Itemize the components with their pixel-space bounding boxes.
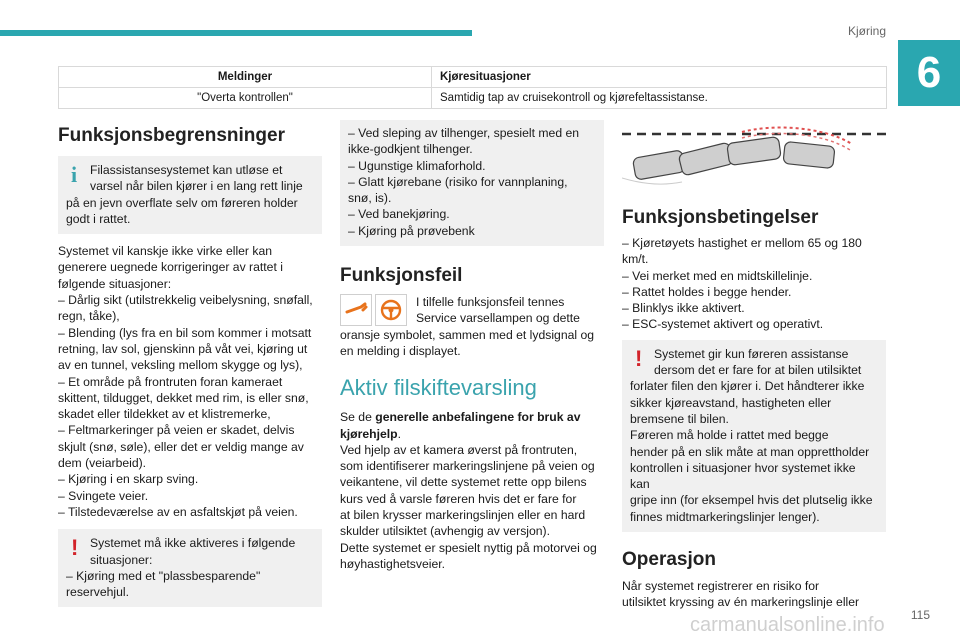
- text-line: – Dårlig sikt (utilstrekkelig veibelysning, snøfall,: [58, 293, 313, 308]
- chapter-tab: 6: [898, 40, 960, 106]
- text-line: – Ved sleping av tilhenger, spesielt med en: [348, 126, 580, 140]
- text-line: Når systemet registrerer en risiko for: [622, 579, 820, 594]
- text-line: skadet eller tildekket av et klistremerke,: [58, 407, 271, 422]
- wrench-icon: [340, 294, 372, 326]
- text-line: bremsene til bilen.: [630, 411, 729, 426]
- table-header: Kjøresituasjoner: [432, 67, 887, 88]
- column-right: [622, 120, 886, 611]
- text-line: – Kjøring i en skarp sving.: [58, 472, 199, 487]
- page-number: 115: [910, 608, 930, 622]
- warning-icon: !: [71, 535, 79, 561]
- text-line: sikker kjøreavstand, hastigheten eller: [630, 395, 832, 410]
- text-line: hender på en slik måte at man opprettholder: [630, 444, 870, 459]
- text-line: Dette systemet er spesielt nyttig på motorvei og: [340, 540, 597, 555]
- limitations-body: [58, 243, 322, 520]
- text-line: generere uegnede korrigeringer av rattet i: [58, 260, 283, 275]
- info-text: [66, 178, 314, 227]
- text-line: som identifiserer markeringslinjene på veien og: [340, 459, 595, 474]
- text-line: på en jevn overflate selv om føreren holder: [66, 195, 298, 210]
- messages-table: [58, 66, 887, 109]
- column-left: [58, 124, 322, 607]
- text-line: dersom det er fare for at bilen utilsiktet: [654, 363, 862, 378]
- text-line: – Tilstedeværelse av en asfaltskjøt på veien.: [58, 504, 298, 519]
- watermark: carmanualsonline.info: [690, 614, 885, 636]
- text-line: veikantene, vil dette systemet rette opp bilens: [340, 475, 587, 490]
- lane-change-heading: Aktiv filskiftevarsling: [340, 375, 537, 401]
- text-line: skittent, tildugget, dekket med rim, is eller snø,: [58, 390, 309, 405]
- limitations-heading: Funksjonsbegrensninger: [58, 125, 285, 146]
- operation-heading: Operasjon: [622, 549, 716, 571]
- text-span: Se de: [340, 410, 376, 425]
- text-line: snø, is).: [348, 191, 392, 206]
- text-line: situasjoner:: [90, 552, 153, 567]
- fault-icons: [340, 294, 407, 326]
- text-line: varsel når bilen kjører i en lang rett linje: [90, 179, 303, 194]
- warning-box: [622, 340, 886, 532]
- text-line: skjult (snø, søle), eller det er veldig mange av: [58, 439, 304, 454]
- fault-body: [340, 294, 604, 359]
- section-label: Kjøring: [847, 24, 886, 38]
- text-line: kurs ved å varsle føreren hvis det er fare for: [340, 491, 577, 506]
- lane-illustration-svg: [622, 120, 886, 192]
- text-line: – Kjøring på prøvebenk: [348, 223, 475, 238]
- text-line: retning, lav sol, gjenskinn på våt vei, kjøring ut: [58, 341, 308, 356]
- operation-body: [622, 578, 886, 611]
- text-line: forlater filen den kjører i. Det håndterer ikke: [630, 379, 865, 394]
- fault-heading: Funksjonsfeil: [340, 265, 463, 287]
- table-header-row: [59, 67, 887, 88]
- text-line: Filassistansesystemet kan utløse et: [90, 163, 283, 177]
- text-line: gripe inn (for eksempel hvis det plutselig ikke: [630, 493, 873, 508]
- table-header: Meldinger: [59, 67, 432, 88]
- text-line: – ESC-systemet aktivert og operativt.: [622, 317, 824, 332]
- text-line: utilsiktet kryssing av én markeringslinje eller: [622, 595, 860, 610]
- text-line: Ved hjelp av et kamera øverst på frontruten,: [340, 442, 578, 457]
- text-line: – Rattet holdes i begge hender.: [622, 284, 792, 299]
- conditions-body: [622, 235, 886, 333]
- recommendation-line: [340, 409, 604, 425]
- text-line: godt i rattet.: [66, 211, 131, 226]
- table-cell: Samtidig tap av cruisekontroll og kjørefeltassistanse.: [432, 88, 887, 109]
- warning-box: [58, 529, 322, 607]
- text-line: – Kjøretøyets hastighet er mellom 65 og 180: [622, 236, 862, 250]
- text-line: – Kjøring med et "plassbesparende": [66, 568, 261, 583]
- lane-change-body: [340, 409, 604, 572]
- header-accent-bar: [0, 30, 472, 36]
- warning-icon: !: [635, 345, 643, 371]
- recommendation-line: [340, 426, 604, 442]
- text-line: – Blinklys ikke aktivert.: [622, 301, 745, 316]
- table-row: [59, 88, 887, 109]
- steering-wheel-icon: [375, 294, 407, 326]
- conditions-heading: Funksjonsbetingelser: [622, 207, 819, 228]
- text-line: – Svingete veier.: [58, 488, 149, 503]
- text-line: – Vei merket med en midtskillelinje.: [622, 268, 813, 283]
- text-line: dem (veiarbeid).: [58, 456, 147, 471]
- text-line: ikke-godkjent tilhenger.: [348, 142, 473, 157]
- text-line: – Et område på frontruten foran kameraet: [58, 374, 283, 389]
- text-line: – Glatt kjørebane (risiko for vannplaning,: [348, 174, 568, 189]
- text-line: Systemet må ikke aktiveres i følgende: [90, 536, 296, 551]
- bold-text: kjørehjelp: [340, 426, 398, 441]
- text-line: – Blending (lys fra en bil som kommer i motsatt: [58, 325, 312, 340]
- text-line: km/t.: [622, 252, 649, 267]
- text-line: Systemet vil kanskje ikke virke eller kan: [58, 244, 273, 259]
- text-line: reservehjul.: [66, 585, 129, 600]
- text-line: Føreren må holde i rattet med begge: [630, 428, 829, 443]
- text-line: Service varsellampen og dette: [416, 311, 580, 326]
- text-line: oransje symbolet, sammen med et lydsignal og: [340, 327, 595, 342]
- text-line: høyhastighetsveier.: [340, 556, 446, 571]
- text-line: – Ved banekjøring.: [348, 207, 450, 222]
- table-cell: "Overta kontrollen": [59, 88, 432, 109]
- text-line: skulder utilsiktet (avhengig av versjon).: [340, 524, 550, 539]
- info-box: [58, 156, 322, 234]
- text-line: følgende situasjoner:: [58, 276, 172, 291]
- text-line: – Feltmarkeringer på veien er skadet, delvis: [58, 423, 295, 438]
- text-line: Systemet gir kun føreren assistanse: [654, 346, 849, 361]
- limitations-continued-box: [340, 120, 604, 246]
- text-line: regn, tåke),: [58, 309, 120, 324]
- info-icon: i: [71, 162, 78, 187]
- text-line: kontrollen i situasjoner hvor systemet ikke kan: [630, 460, 856, 492]
- text-line: en melding i displayet.: [340, 343, 461, 358]
- column-middle: [340, 120, 604, 572]
- lane-illustration: [622, 120, 886, 192]
- text-line: av en tunnel, veksling mellom skygge og lys),: [58, 358, 303, 373]
- text-line: I tilfelle funksjonsfeil tennes: [416, 295, 565, 310]
- text-line: – Ugunstige klimaforhold.: [348, 158, 486, 173]
- text-line: at bilen krysser markeringslinjen eller en hard: [340, 508, 586, 523]
- text-span: .: [397, 426, 401, 441]
- text-line: finnes midtmarkeringslinjer lenger).: [630, 509, 820, 524]
- bold-text: generelle anbefalingene for bruk av: [375, 410, 581, 425]
